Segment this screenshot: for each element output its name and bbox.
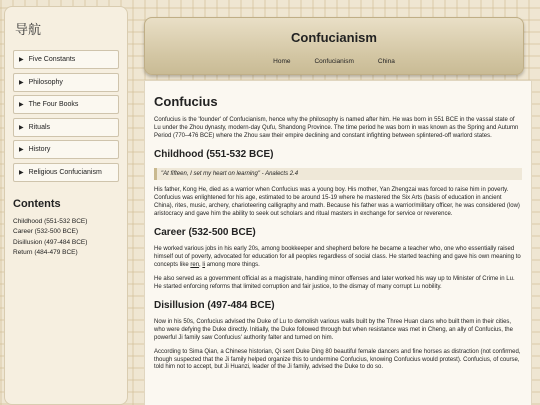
triangle-right-icon: ▶ <box>19 124 24 131</box>
toc-item-career[interactable]: Career (532-500 BCE) <box>13 228 79 236</box>
sidebar-item-label: Philosophy <box>28 78 63 86</box>
sidebar-item-label: The Four Books <box>28 101 79 108</box>
disillusion-paragraph-2: According to Sima Qian, a Chinese historian, Qi sent Duke Ding 80 beautiful female dancers and fine horses as distraction (not confirmed, though suspected that the Ji family helped organize this to undermine Confucius, knowing Confucius would protest). Confucius, of course, told him not to accept, but Ji Huanzi, leader of the Ji family, advised the Duke to do so. <box>154 348 521 371</box>
triangle-right-icon: ▶ <box>19 169 24 176</box>
sidebar-item-label: Five Constants <box>28 56 76 63</box>
career-paragraph-1 <box>154 246 522 270</box>
toc-item-return[interactable]: Return (484-479 BCE) <box>13 249 78 257</box>
quote-block: "At fifteen, I set my heart on learning" - Analects 2.4 <box>154 168 522 180</box>
sidebar-item-label: Religious Confucianism <box>28 168 102 176</box>
disillusion-paragraph-1: Now in his 50s, Confucius advised the Duke of Lu to demolish various walls built by the Three Huan clans who built them in their cities, who were defying the Duke directly. Initially, the Duke followed through but when resistance was met in Cheng, an ally of Confucius, the powerful Ji family saw Confucius' authority falter and turned on him. <box>154 318 513 341</box>
page-title: Confucius <box>154 94 218 109</box>
section-heading-career: Career (532-500 BCE) <box>154 226 256 238</box>
site-header <box>144 17 524 75</box>
table-of-contents <box>13 218 119 257</box>
triangle-right-icon: ▶ <box>19 147 24 153</box>
sidebar-title: 导航 <box>15 23 42 38</box>
sidebar-item-five-constants[interactable] <box>13 50 119 69</box>
link-li[interactable]: li <box>202 261 206 268</box>
sidebar-item-rituals[interactable] <box>13 118 119 137</box>
intro-paragraph: Confucius is the 'founder' of Confucianism, hence why the philosophy is named after him. He was born in 551 BCE in the vassal state of Lu under the Zhou dynasty, modern-day Qufu, Shandong Province. The time period he was born in was known as the Spring and Autumn Period (770–476 BCE) where the Zhou saw their empire declining and constant infighting between splintered-off warlord states. <box>154 117 519 139</box>
childhood-paragraph: His father, Kong He, died as a warrior when Confucius was a young boy. His mother, Yan Zhengzai was forced to raise him in poverty. Confucius was enlightened for his age, estimated to be around 15-19 where he mastered the Six Arts (basis of education in ancient China), rites, music, archery, charioteering calligraphy and math. Because his father was a warrior/military officer, he was considered (low) aristocracy and gave him the ability to seek out scholars and ritual masters in exchange for service or reverence. <box>154 186 520 217</box>
sidebar-item-four-books[interactable] <box>13 95 119 114</box>
career-paragraph-2: He also served as a government official as a magistrate, handling minor offenses and later worked his way up to Minister of Crime in Lu. He started enforcing reforms that limited corruption and fair justice, to the dismay of many corrupt Lu nobility. <box>154 275 515 290</box>
link-ren[interactable]: ren <box>190 261 200 268</box>
top-nav <box>145 58 523 65</box>
sidebar-item-religious-confucianism[interactable] <box>13 163 119 182</box>
sidebar-item-philosophy[interactable] <box>13 73 119 92</box>
sidebar-item-history[interactable] <box>13 140 119 159</box>
toc-item-childhood[interactable]: Childhood (551-532 BCE) <box>13 217 88 225</box>
nav-link-china[interactable]: China <box>377 58 395 65</box>
toc-item-disillusion[interactable]: Disillusion (497-484 BCE) <box>13 238 88 246</box>
section-heading-childhood: Childhood (551-532 BCE) <box>154 148 274 160</box>
nav-link-home[interactable]: Home <box>273 58 291 65</box>
sidebar-nav <box>13 50 119 182</box>
section-heading-disillusion: Disillusion (497-484 BCE) <box>154 299 275 311</box>
sidebar-item-label: History <box>28 146 51 153</box>
sidebar-item-label: Rituals <box>28 123 51 131</box>
career-text: among more things. <box>205 261 260 268</box>
contents-title: Contents <box>13 197 61 210</box>
career-text: , <box>199 261 203 268</box>
triangle-right-icon: ▶ <box>19 79 24 86</box>
article-content <box>144 80 532 405</box>
nav-link-confucianism[interactable]: Confucianism <box>314 58 354 65</box>
sidebar <box>4 6 128 405</box>
triangle-right-icon: ▶ <box>19 57 24 63</box>
career-text: He worked various jobs in his early 20s, among bookkeeper and shepherd before he became a teacher who, one who essentially raised himself out of poverty, advocated for education for all peoples regardless of social class. He started teaching and gave his own meaning to concepts like <box>154 245 521 268</box>
triangle-right-icon: ▶ <box>19 102 24 108</box>
site-title: Confucianism <box>291 30 377 45</box>
